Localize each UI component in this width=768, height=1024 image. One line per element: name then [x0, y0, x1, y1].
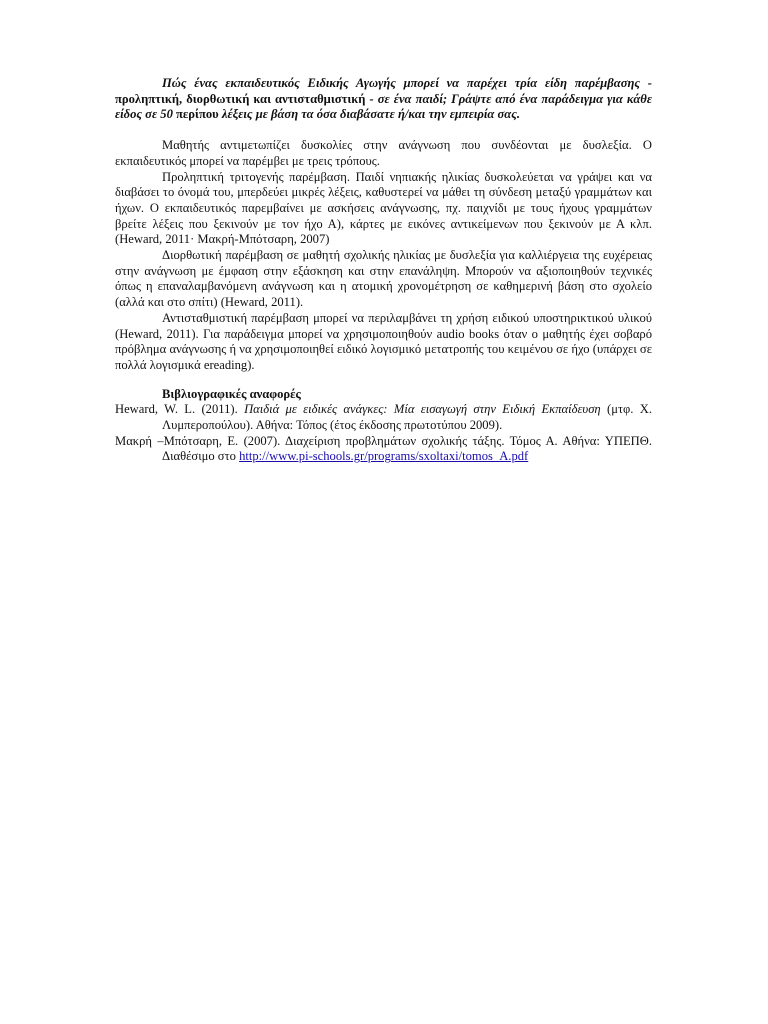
- corrective-paragraph: Διορθωτική παρέμβαση σε μαθητή σχολικής ηλικίας με δυσλεξία για καλλιέργεια της ευχέρειας στην ανάγνωση με έμφαση στην εξάσκηση και στην επανάληψη. Μπορούν να αξιοποιηθούν τεχνικές όπως η επαναλαμβανόμενη ανάγνωση και η ατομική χρονομέτρηση σε καθημερινή βάση στο σχολείο (αλλά και στο σπίτι) (Heward, 2011).: [115, 248, 652, 310]
- reference-heward-author: Heward, W. L. (2011).: [115, 402, 245, 417]
- references-heading: Βιβλιογραφικές αναφορές: [162, 386, 301, 401]
- question-part-1: Πώς ένας εκπαιδευτικός Ειδικής Αγωγής μπορεί να παρέχει τρία είδη παρέμβασης -: [162, 76, 652, 90]
- paragraph-spacer: [115, 123, 652, 138]
- question-part-3: - σε ένα παιδί; Γράψτε από ένα παράδειγμα για κάθε είδος σε 50: [115, 91, 653, 122]
- question-part-5: λέξεις με βάση τα όσα διαβάσατε ή/και την εμπειρία σας.: [218, 107, 521, 122]
- question-part-4: περίπου: [176, 107, 219, 122]
- compensatory-paragraph: Αντισταθμιστική παρέμβαση μπορεί να περιλαμβάνει τη χρήση ειδικού υποστηρικτικού υλικού (Heward, 2011). Για παράδειγμα μπορεί να χρησιμοποιηθούν audio books όταν ο μαθητής έχει σοβαρό πρόβλημα ανάγνωσης ή να χρησιμοποιηθεί ειδικό λογισμικό μετατροπής του κειμένου σε ήχο (υπάρχει σε πολλά λογισμικά ereading).: [115, 310, 652, 372]
- reference-heward-title: Παιδιά με ειδικές ανάγκες: Μία εισαγωγή στην Ειδική Εκπαίδευση: [244, 402, 601, 417]
- intro-paragraph: Μαθητής αντιμετωπίζει δυσκολίες στην ανάγνωση που συνδέονται με δυσλεξία. Ο εκπαιδευτικός μπορεί να παρέμβει με τρεις τρόπους.: [115, 138, 652, 168]
- reference-makri: [115, 434, 652, 465]
- reference-makri-link[interactable]: http://www.pi-schools.gr/programs/sxoltaxi/tomos_A.pdf: [239, 449, 529, 464]
- document-page: [115, 76, 652, 465]
- preventive-paragraph: Προληπτική τριτογενής παρέμβαση. Παιδί νηπιακής ηλικίας δυσκολεύεται να γράψει και να διαβάσει το όνομά του, μπερδεύει μικρές λέξεις, καθυστερεί να μάθει τη σύνδεση μεταξύ γραμμάτων και ήχων. Ο εκπαιδευτικός παρεμβαίνει με ασκήσεις ανάγνωσης, πχ. παιχνίδι με τους ήχους γραμμάτων βρείτε λέξεις που ξεκινούν με τον ήχο Α), κάρτες με εικόνες αντικείμενων που ξεκινούν με Α κλπ. (Heward, 2011· Μακρή-Μπότσαρη, 2007): [115, 169, 652, 247]
- question-part-2: προληπτική, διορθωτική και αντισταθμιστική: [115, 91, 366, 106]
- reference-heward: [115, 402, 652, 433]
- assignment-question: [115, 76, 652, 123]
- reference-heward-details: (μτφ. Χ. Λυμπεροπούλου). Αθήνα: Τόπος (έτος έκδοσης πρωτοτύπου 2009).: [162, 402, 652, 433]
- reference-makri-text: Μακρή –Μπότσαρη, Ε. (2007). Διαχείριση προβλημάτων σχολικής τάξης. Τόμος Α. Αθήνα: ΥΠΕΠΘ. Διαθέσιμο στο: [115, 433, 652, 464]
